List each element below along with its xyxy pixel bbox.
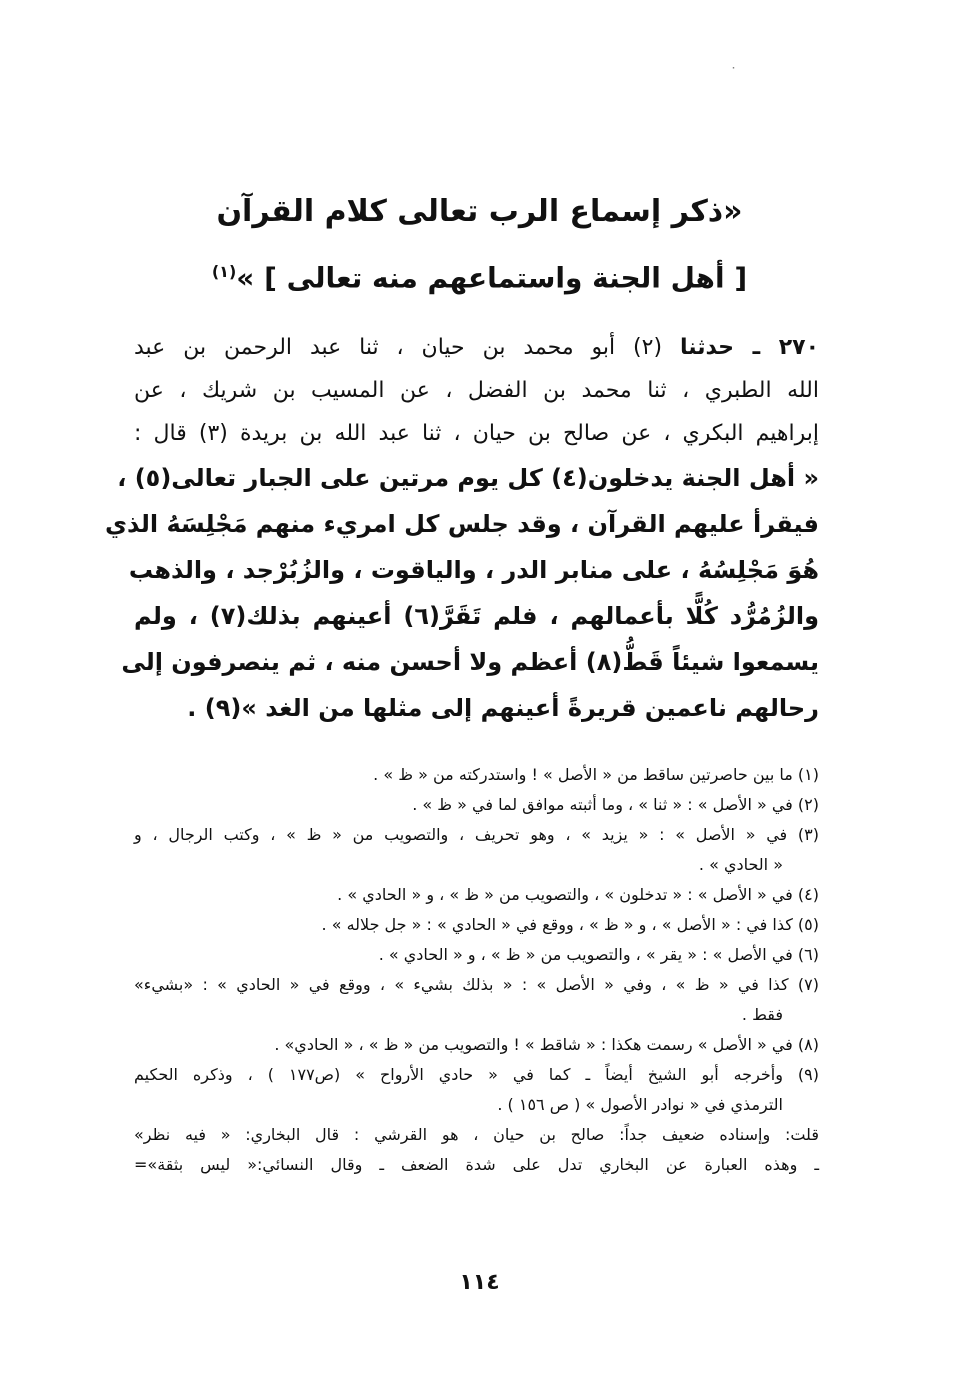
chapter-subtitle-text: [ أهل الجنة واستماعهم منه تعالى ] » xyxy=(236,261,748,295)
hadith-body xyxy=(105,326,820,731)
footnote-2: (٢) في « الأصل » : « ثنا » ، وما أثبته موافق لما في « ظ » . xyxy=(412,795,819,814)
footnote-5: (٥) كذا في : « الأصل » ، و « ظ » ، ووقع في « الحادي » : « جل جلاله » . xyxy=(321,915,819,934)
footnote-7: (٧) كذا في « ظ » ، وفي « الأصل » : « بذلك بشيء » ، ووقع في « الحادي » : «بشيء» xyxy=(134,975,819,994)
footnote-comment: قلت: وإسناده ضعيف جداً: صالح بن حيان ، هو القرشي : قال البخاري: « فيه نظر» xyxy=(134,1125,819,1144)
footnote-9-cont: الترمذي في « نوادر الأصول » ( ص ١٥٦ ) . xyxy=(497,1095,783,1114)
footnote-9: (٩) وأخرجه أبو الشيخ أيضاً ـ كما في « حادي الأرواح » (ص١٧٧ ) ، وذكره الحكيم xyxy=(134,1065,819,1084)
hadith-line-7: والزُمُرُّد كُلًّا بأعمالهم ، فلم تَقَرَّ(٦) أعينهم بذلك(٧) ، ولم xyxy=(134,602,820,630)
header-mark: ˙ xyxy=(730,66,737,82)
footnote-1: (١) ما بين حاصرتين ساقط من « الأصل » ! واستدركته من « ظ » . xyxy=(373,765,819,784)
footnote-8: (٨) في « الأصل » رسمت هكذا : « شاقط » ! والتصويب من « ظ » ، « الحادي» . xyxy=(274,1035,819,1054)
footnote-6: (٦) في الأصل » : « يقر » ، والتصويب من « ظ » ، و « الحادي » . xyxy=(378,945,819,964)
footnote-3: (٣) في « الأصل » : « يزيد » ، وهو تحريف ، والتصويب من « ظ » ، وكتب الرجال ، و xyxy=(134,825,819,844)
chapter-subtitle xyxy=(0,248,959,302)
footnote-3-cont: « الحادي » . xyxy=(698,855,783,874)
hadith-line-4: « أهل الجنة يدخلون(٤) كل يوم مرتين على الجبار تعالى(٥) ، xyxy=(117,464,819,492)
hadith-line-1-text: (٢) أبو محمد بن حيان ، ثنا عبد الرحمن بن عبد xyxy=(134,335,663,360)
footnote-4: (٤) في « الأصل » : « تدخلون » ، والتصويب من « ظ » ، و « الحادي » . xyxy=(337,885,819,904)
hadith-line-1 xyxy=(134,326,819,369)
footnote-divider xyxy=(140,752,819,753)
hadith-line-6: هُوَ مَجْلِسُهُ ، على منابر الدر ، والياقوت ، والزُبُرْجد ، والذهب xyxy=(128,556,819,584)
footnotes xyxy=(134,760,819,1180)
hadith-line-3: إبراهيم البكري ، عن صالح بن حيان ، ثنا عبد الله بن بريدة (٣) قال : xyxy=(134,421,820,446)
hadith-line-2: الله الطبري ، ثنا محمد بن الفضل ، عن المسيب بن شريك ، عن xyxy=(134,378,819,403)
footnote-comment-cont: ـ وهذه العبارة عن البخاري تدل على شدة الضعف ـ وقال النسائي:« ليس بثقة»= xyxy=(134,1155,819,1174)
hadith-line-9: رحالهم ناعمين قريرةً أعينهم إلى مثلها من الغد »(٩) . xyxy=(187,694,819,722)
hadith-line-5: فيقرأ عليهم القرآن ، وقد جلس كل امريء منهم مَجْلِسَهُ الذي xyxy=(105,510,819,538)
hadith-number: ٢٧٠ ـ حدثنا xyxy=(679,335,820,360)
footnote-7-cont: فقط . xyxy=(741,1005,783,1024)
chapter-title: «ذكر إسماع الرب تعالى كلام القرآن xyxy=(216,194,743,229)
hadith-line-8: يسمعوا شيئاً قَطُّ(٨) أعظم ولا أحسن منه ، ثم ينصرفون إلى xyxy=(121,648,819,676)
chapter-subtitle-ref: (١) xyxy=(211,262,237,281)
page-number: ١١٤ xyxy=(459,1270,500,1295)
